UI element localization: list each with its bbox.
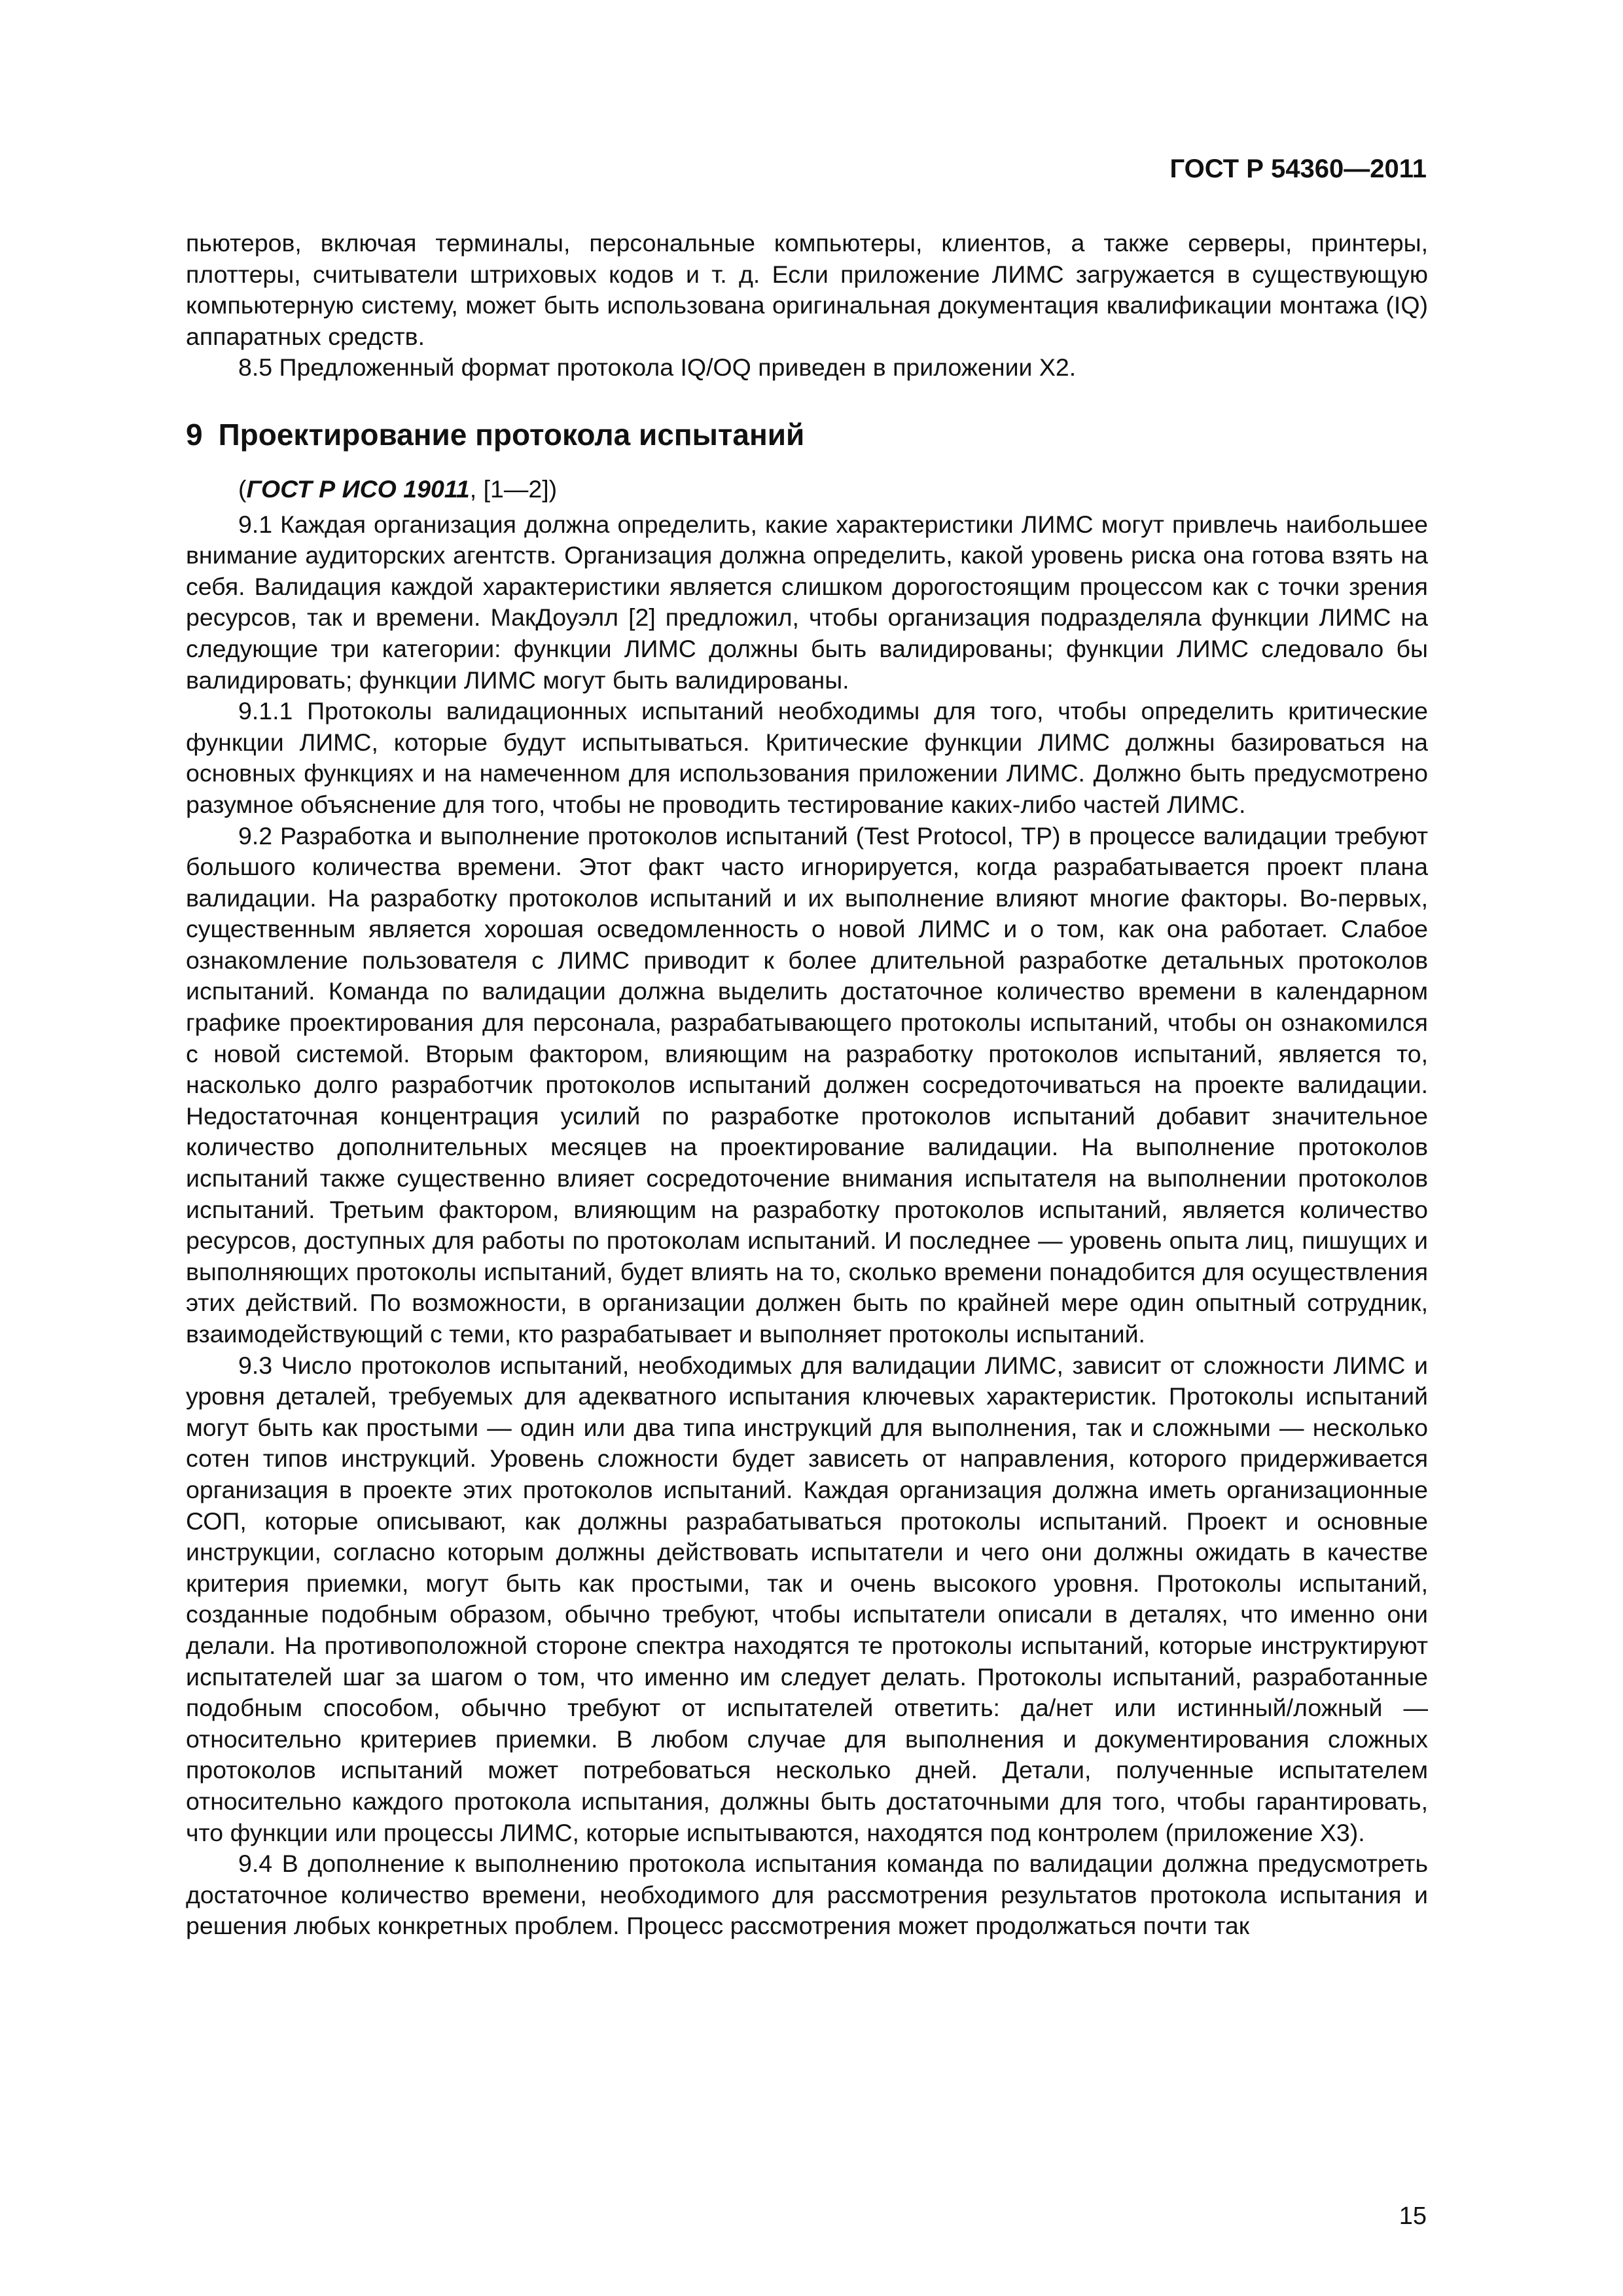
section-heading	[186, 415, 1428, 454]
section-number: 9	[186, 417, 203, 452]
page-body	[186, 228, 1428, 1942]
paragraph-8-5: 8.5 Предложенный формат протокола IQ/OQ приведен в приложении Х2.	[238, 353, 1077, 382]
document-id: ГОСТ Р 54360—2011	[1169, 154, 1427, 183]
section-title: Проектирование протокола испытаний	[218, 417, 805, 452]
paragraph-9-4: 9.4 В дополнение к выполнению протокола испытания команда по валидации должна предусмотреть достаточное количество времени, необходимого для рассмотрения результатов протокола испытания и решения любых конкретных проблем. Процесс рассмотрения может продолжаться почти так	[186, 1850, 1428, 1940]
reference-open-paren: (	[238, 475, 247, 503]
paragraph-9-1: 9.1 Каждая организация должна определить, какие характеристики ЛИМС могут привлечь наибольшее внимание аудиторских агентств. Организация должна определить, какой уровень риска она готова взять на себя. Валидация каждой характеристики является слишком дорогостоящим процессом как с точки зрения ресурсов, так и времени. МакДоуэлл [2] предложил, чтобы организация подразделяла функции ЛИМС на следующие три категории: функции ЛИМС должны быть валидированы; функции ЛИМС следовало бы валидировать; функции ЛИМС могут быть валидированы.	[186, 510, 1428, 694]
paragraph-9-2: 9.2 Разработка и выполнение протоколов испытаний (Test Protocol, TP) в процессе валидации требуют большого количества времени. Этот факт часто игнорируется, когда разрабатывается проект плана валидации. На разработку протоколов испытаний и их выполнение влияют многие факторы. Во-первых, существенным является хорошая осведомленность о новой ЛИМС и о том, как она работает. Слабое ознакомление пользователя с ЛИМС приводит к более длительной разработке детальных протоколов испытаний. Команда по валидации должна выделить достаточное количество времени в календарном графике проектирования для персонала, разрабатывающего протоколы испытаний, чтобы он ознакомился с новой системой. Вторым фактором, влияющим на разработку протоколов испытаний, является то, насколько долго разработчик протоколов испытаний должен сосредоточиваться на проекте валидации. Недостаточная концентрация усилий по разработке протоколов испытаний добавит значительное количество дополнительных месяцев на проектирование валидации. На выполнение протоколов испытаний также существенно влияет сосредоточение внимания испытателя на выполнении протоколов испытаний. Третьим фактором, влияющим на разработку протоколов испытаний, является количество ресурсов, доступных для работы по протоколам испытаний. И последнее — уровень опыта лиц, пишущих и выполняющих протоколы испытаний, будет влиять на то, сколько времени понадобится для осуществления этих действий. По возможности, в организации должен быть по крайней мере один опытный сотрудник, взаимодействующий с теми, кто разрабатывает и выполняет протоколы испытаний.	[186, 821, 1428, 1348]
paragraph-9-1-1: 9.1.1 Протоколы валидационных испытаний необходимы для того, чтобы определить критические функции ЛИМС, которые будут испытываться. Критические функции ЛИМС должны базироваться на основных функциях и на намеченном для использования приложении ЛИМС. Должно быть предусмотрено разумное объяснение для того, чтобы не проводить тестирование каких-либо частей ЛИМС.	[186, 697, 1428, 818]
reference-standard: ГОСТ Р ИСО 19011	[246, 475, 470, 503]
page-number: 15	[1399, 2202, 1427, 2230]
paragraph-9-3: 9.3 Число протоколов испытаний, необходимых для валидации ЛИМС, зависит от сложности ЛИМС и уровня деталей, требуемых для адекватного испытания ключевых характеристик. Протоколы испытаний могут быть как простыми — один или два типа инструкций для выполнения, так и сложными — несколько сотен типов инструкций. Уровень сложности будет зависеть от направления, которого придерживается организация в проекте этих протоколов испытаний. Каждая организация должна иметь организационные СОП, которые описывают, как должны разрабатываться протоколы испытаний. Проект и основные инструкции, согласно которым должны действовать испытатели и чего они должны ожидать в качестве критерия приемки, могут быть как простыми, так и очень высокого уровня. Протоколы испытаний, созданные подобным образом, обычно требуют, чтобы испытатели описали в деталях, что именно они делали. На противоположной стороне спектра находятся те протоколы испытаний, которые инструктируют испытателей шаг за шагом о том, что именно им следует делать. Протоколы испытаний, разработанные подобным способом, обычно требуют от испытателей ответить: да/нет или истинный/ложный — относительно критериев приемки. В любом случае для выполнения и документирования сложных протоколов испытаний может потребоваться несколько дней. Детали, полученные испытателем относительно каждого протокола испытания, должны быть достаточными для того, чтобы гарантировать, что функции или процессы ЛИМС, которые испытываются, находятся под контролем (приложение Х3).	[186, 1351, 1428, 1846]
paragraph-continued: пьютеров, включая терминалы, персональные компьютеры, клиентов, а также серверы, принтеры, плоттеры, считыватели штриховых кодов и т. д. Если приложение ЛИМС загружается в существующую компьютерную систему, может быть использована оригинальная документация квалификации монтажа (IQ) аппаратных средств.	[186, 229, 1428, 350]
reference-citations: , [1—2])	[469, 475, 558, 503]
section-reference	[186, 474, 1428, 505]
